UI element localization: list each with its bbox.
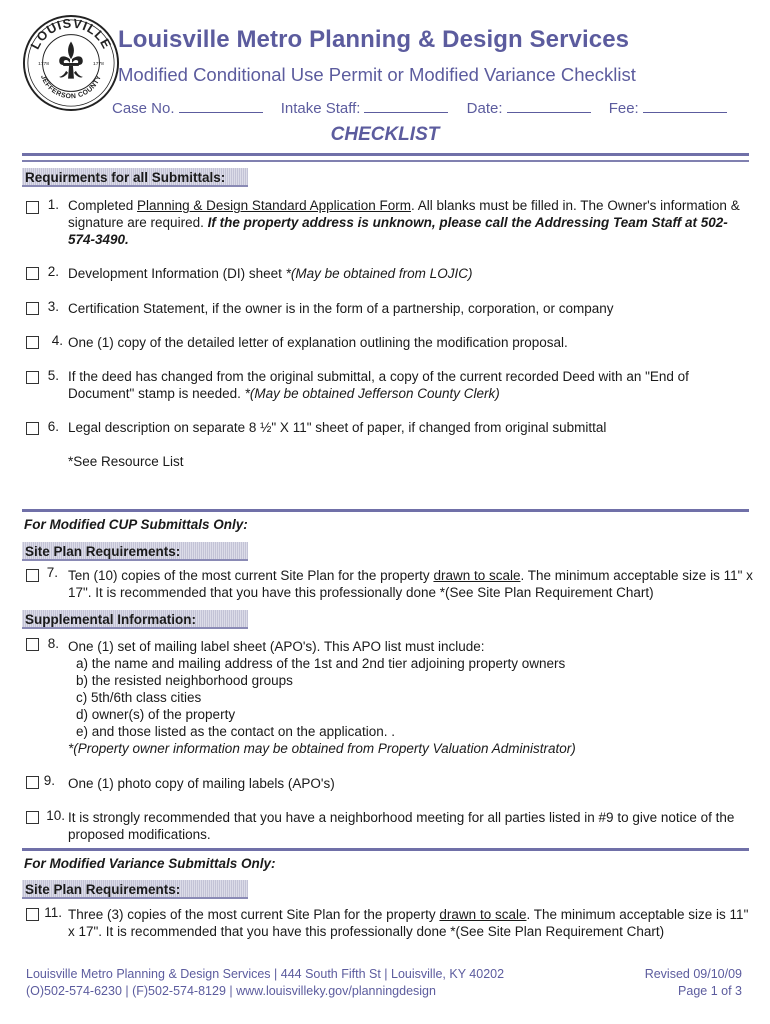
item-4-text: One (1) copy of the detailed letter of explanation outlining the modification proposal. xyxy=(68,335,568,350)
item-number: 8. xyxy=(47,636,59,651)
seal-text-bottom: JEFFERSON COUNTY xyxy=(39,74,103,101)
item-8-sub-e: e) and those listed as the contact on the application. . xyxy=(76,724,395,739)
item-number: 2. xyxy=(47,264,59,279)
item-number: 9. xyxy=(43,773,55,788)
case-no-field[interactable] xyxy=(179,98,263,113)
footer-page-number: Page 1 of 3 xyxy=(678,984,742,998)
item-11-text: Three (3) copies of the most current Site Plan for the property drawn to scale. The minimum acceptable size is 11" x 17". It is recommended that you have this professionally done *(See Site Plan Requirement Chart) xyxy=(68,907,749,939)
item-number: 3. xyxy=(47,299,59,314)
supplemental-info-header: Supplemental Information: xyxy=(22,610,248,629)
checklist-heading: CHECKLIST xyxy=(330,124,440,145)
resource-note: *See Resource List xyxy=(68,454,184,469)
item-8-sub-c: c) 5th/6th class cities xyxy=(76,690,202,705)
seal-year-right: 1778 xyxy=(92,61,104,67)
fee-label: Fee: xyxy=(608,100,639,117)
item-number: 4. xyxy=(51,333,63,348)
date-field[interactable] xyxy=(507,98,591,113)
footer-revised: Revised 09/10/09 xyxy=(644,967,742,981)
item-8-text: One (1) set of mailing label sheet (APO's). This APO list must include: a) the name and mailing address of the 1st and 2nd tier adjoining property owners b) the resisted neighborhood groups c) 5th/6th class cities d) owner(s) of the property e) and those listed as the contact on the application. . *(Property owner information may be obtained from Property Valuation Administrator) xyxy=(68,638,753,757)
variance-site-plan-header: Site Plan Requirements: xyxy=(22,880,248,899)
item-number: 10. xyxy=(46,808,65,823)
footer-contact: (O)502-574-6230 | (F)502-574-8129 | www.louisvilleky.gov/planningdesign xyxy=(26,984,436,998)
item-7-text: Ten (10) copies of the most current Site Plan for the property drawn to scale. The minimum acceptable size is 11" x 17". It is recommended that you have this professionally done *(See Site Plan Requirement Chart) xyxy=(68,568,753,600)
case-no-label: Case No. xyxy=(112,100,175,117)
item-10-text: It is strongly recommended that you have a neighborhood meeting for all parties listed in #9 to give notice of the proposed modifications. xyxy=(68,810,735,842)
item-8-note: *(Property owner information may be obtained from Property Valuation Administrator) xyxy=(68,741,576,756)
item-3-text: Certification Statement, if the owner is in the form of a partnership, corporation, or company xyxy=(68,301,614,316)
item-8-sub-b: b) the resisted neighborhood groups xyxy=(76,673,293,688)
divider xyxy=(22,160,749,162)
date-label: Date: xyxy=(466,100,503,117)
divider xyxy=(22,848,749,851)
item-8-sub-d: d) owner(s) of the property xyxy=(76,707,236,722)
item-2-text: Development Information (DI) sheet *(May be obtained from LOJIC) xyxy=(68,266,473,281)
louisville-seal-logo xyxy=(22,14,120,112)
item-9-text: One (1) photo copy of mailing labels (APO's) xyxy=(68,776,335,791)
divider xyxy=(22,509,749,512)
item-number: 7. xyxy=(46,565,58,580)
page-subtitle: Modified Conditional Use Permit or Modified Variance Checklist xyxy=(118,64,636,85)
all-submittals-header: Requirments for all Submittals: xyxy=(22,168,248,187)
variance-section-title: For Modified Variance Submittals Only: xyxy=(24,856,276,871)
seal-year-left: 1778 xyxy=(38,61,50,67)
footer-address: Louisville Metro Planning & Design Services | 444 South Fifth St | Louisville, KY 40202 xyxy=(26,967,505,981)
item-number: 5. xyxy=(47,368,59,383)
cup-site-plan-header: Site Plan Requirements: xyxy=(22,542,248,561)
intake-staff-label: Intake Staff: xyxy=(280,100,361,117)
item-6-text: Legal description on separate 8 ½" X 11" sheet of paper, if changed from original submittal xyxy=(68,420,607,435)
divider xyxy=(22,153,749,156)
item-5-text: If the deed has changed from the original submittal, a copy of the current recorded Deed with an "End of Document" stamp is needed. *(May be obtained Jefferson County Clerk) xyxy=(68,369,689,401)
item-1-text: Completed Planning & Design Standard Application Form. All blanks must be filled in. The Owner's information & signature are required. If the property address is unknown, please call the Addressing Team Staff at 502-574-3490. xyxy=(68,198,740,247)
drawn-to-scale-text: drawn to scale xyxy=(439,907,527,922)
page-title: Louisville Metro Planning & Design Services xyxy=(118,26,630,53)
fee-field[interactable] xyxy=(643,98,727,113)
cup-section-title: For Modified CUP Submittals Only: xyxy=(24,517,248,532)
drawn-to-scale-text: drawn to scale xyxy=(433,568,521,583)
intake-staff-field[interactable] xyxy=(364,98,448,113)
item-number: 11. xyxy=(44,905,62,920)
item-number: 1. xyxy=(47,197,59,212)
seal-text-top: LOUISVILLE xyxy=(27,15,115,52)
item-number: 6. xyxy=(47,419,59,434)
application-form-link: Planning & Design Standard Application Form xyxy=(137,198,411,213)
case-info-fields xyxy=(112,98,741,117)
item-8-sub-a: a) the name and mailing address of the 1st and 2nd tier adjoining property owners xyxy=(76,656,566,671)
